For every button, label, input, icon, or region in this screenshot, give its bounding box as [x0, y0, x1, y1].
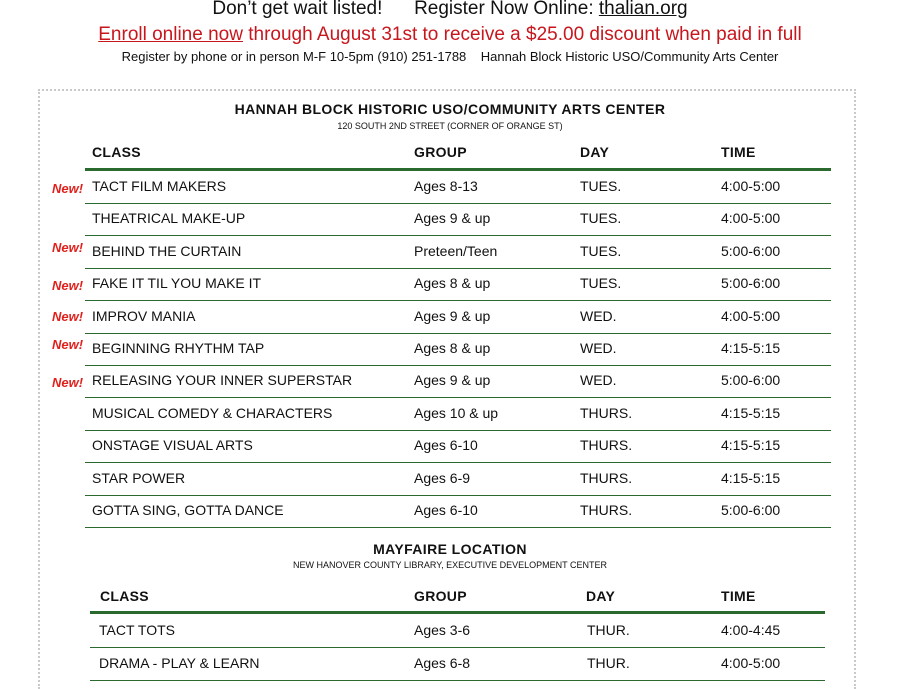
group-cell: Ages 9 & up [414, 307, 491, 324]
day-cell: TUES. [580, 210, 622, 227]
table-row [85, 430, 831, 463]
time-cell: 5:00-6:00 [721, 372, 781, 389]
discount-text: through August 31st to receive a $25.00 discount when paid in full [248, 24, 802, 45]
group-cell: Ages 8 & up [414, 275, 491, 292]
day-cell: TUES. [580, 275, 622, 292]
time-cell: 5:00-6:00 [721, 275, 781, 292]
header-rule [90, 611, 825, 614]
group-cell: Ages 6-10 [414, 502, 478, 518]
new-badge: New! [52, 375, 84, 391]
new-badge: New! [52, 239, 84, 255]
time-cell: 4:00-4:45 [721, 622, 781, 638]
class-cell: ONSTAGE VISUAL ARTS [92, 437, 253, 454]
class-cell: GOTTA SING, GOTTA DANCE [92, 502, 284, 518]
class-cell: MUSICAL COMEDY & CHARACTERS [92, 404, 333, 421]
table-row [85, 236, 831, 269]
column-header-day: DAY [580, 144, 610, 160]
class-cell: THEATRICAL MAKE-UP [92, 210, 246, 227]
group-cell: Preteen/Teen [414, 242, 498, 259]
time-cell: 5:00-6:00 [721, 242, 781, 259]
day-cell: THURS. [580, 404, 633, 421]
class-cell: STAR POWER [92, 469, 186, 486]
time-cell: 4:00-5:00 [721, 178, 781, 194]
table-row [90, 615, 825, 648]
class-cell: BEHIND THE CURTAIN [92, 242, 242, 259]
table-row [85, 301, 831, 334]
column-header-group: GROUP [414, 144, 467, 160]
class-cell: DRAMA - PLAY & LEARN [99, 654, 260, 671]
day-cell: WED. [580, 372, 617, 389]
class-cell: RELEASING YOUR INNER SUPERSTAR [92, 372, 353, 389]
thalian-link[interactable]: thalian.org [598, 0, 688, 19]
day-cell: WED. [580, 307, 617, 324]
time-cell: 4:15-5:15 [721, 469, 781, 486]
table-row [85, 463, 831, 496]
day-cell: THURS. [580, 437, 633, 454]
column-header-class: CLASS [100, 588, 149, 604]
time-cell: 4:15-5:15 [721, 437, 781, 454]
time-cell: 4:00-5:00 [721, 654, 781, 671]
group-cell: Ages 8 & up [414, 340, 491, 356]
group-cell: Ages 8-13 [414, 178, 478, 194]
day-cell: TUES. [580, 178, 622, 194]
day-cell: TUES. [580, 242, 622, 259]
new-badge: New! [52, 308, 84, 324]
time-cell: 4:00-5:00 [721, 307, 781, 324]
section-subtitle: 120 SOUTH 2ND STREET (CORNER OF ORANGE ST) [337, 121, 563, 131]
table-row [85, 203, 831, 236]
new-badge: New! [52, 278, 84, 294]
table-row [85, 333, 831, 366]
new-badge: New! [52, 181, 84, 196]
column-header-class: CLASS [92, 144, 141, 160]
column-header-day: DAY [586, 588, 616, 604]
new-badge: New! [52, 337, 84, 352]
group-cell: Ages 3-6 [414, 622, 471, 638]
day-cell: THUR. [587, 654, 630, 671]
section-title: MAYFAIRE LOCATION [373, 541, 527, 557]
class-cell: FAKE IT TIL YOU MAKE IT [92, 275, 262, 292]
section-subtitle: NEW HANOVER COUNTY LIBRARY, EXECUTIVE DEVELOPMENT CENTER [293, 560, 607, 570]
wait-list-text: Don’t get wait listed! [212, 0, 383, 19]
column-header-time: TIME [721, 588, 756, 604]
table-row [85, 398, 831, 431]
day-cell: WED. [580, 340, 617, 356]
column-header-group: GROUP [414, 588, 467, 604]
section-title: HANNAH BLOCK HISTORIC USO/COMMUNITY ARTS CENTER [234, 101, 666, 117]
class-cell: IMPROV MANIA [92, 307, 196, 324]
header-line-2 [0, 24, 900, 46]
group-cell: Ages 9 & up [414, 210, 491, 227]
column-header-time: TIME [721, 144, 756, 160]
class-cell: BEGINNING RHYTHM TAP [92, 340, 265, 356]
header-line-3: Register by phone or in person M-F 10-5pm (910) 251-1788 Hannah Block Historic USO/Community Arts Center [121, 49, 779, 64]
time-cell: 4:00-5:00 [721, 210, 781, 227]
group-cell: Ages 10 & up [414, 404, 499, 421]
table-row [85, 268, 831, 301]
time-cell: 4:15-5:15 [721, 340, 781, 356]
day-cell: THURS. [580, 502, 633, 518]
class-cell: TACT FILM MAKERS [92, 178, 227, 194]
enroll-online-link[interactable]: Enroll online now [98, 24, 243, 45]
table-row [85, 365, 831, 398]
time-cell: 4:15-5:15 [721, 404, 781, 421]
group-cell: Ages 6-10 [414, 437, 478, 454]
time-cell: 5:00-6:00 [721, 502, 781, 518]
day-cell: THURS. [580, 469, 633, 486]
table-row [85, 495, 831, 528]
group-cell: Ages 9 & up [414, 372, 491, 389]
class-cell: TACT TOTS [99, 622, 175, 638]
group-cell: Ages 6-9 [414, 469, 471, 486]
register-text: Register Now Online: [414, 0, 594, 19]
table-row [90, 648, 825, 681]
group-cell: Ages 6-8 [414, 654, 471, 671]
table-row [85, 171, 831, 204]
day-cell: THUR. [587, 622, 630, 638]
header-line-1 [0, 0, 900, 20]
